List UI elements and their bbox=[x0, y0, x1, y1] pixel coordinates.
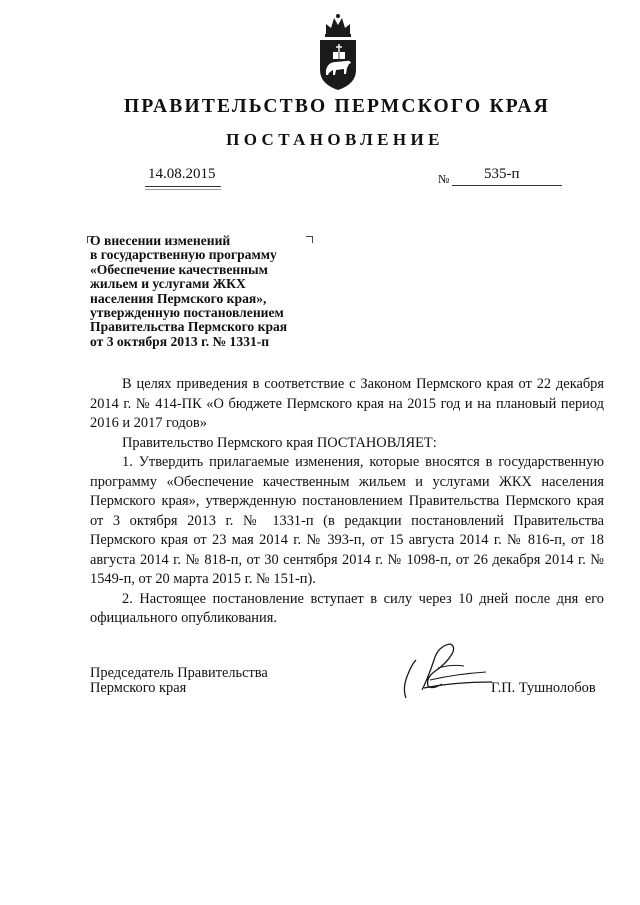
document-body bbox=[90, 375, 604, 629]
date-underline-2 bbox=[145, 189, 221, 190]
body-paragraph-item-2: 2. Настоящее постановление вступает в силу через 10 дней после дня его официального опубликования. bbox=[90, 590, 604, 626]
subject-line: жильем и услугами ЖКХ bbox=[90, 276, 246, 292]
body-paragraph-decree: Правительство Пермского края ПОСТАНОВЛЯЕТ: bbox=[122, 434, 437, 451]
subject-line: «Обеспечение качественным bbox=[90, 261, 268, 277]
subject-line: О внесении изменений bbox=[90, 233, 231, 248]
number-sign: № bbox=[438, 172, 450, 186]
subject-line: в государственную программу bbox=[90, 247, 277, 263]
document-date: 14.08.2015 bbox=[148, 166, 216, 182]
subject-line: населения Пермского края», bbox=[90, 290, 267, 306]
date-underline bbox=[145, 186, 221, 187]
position-line: Пермского края bbox=[90, 679, 187, 696]
position-line: Председатель Правительства bbox=[90, 665, 268, 681]
subject-line: утвержденную постановлением bbox=[90, 305, 284, 321]
subject-line: Правительства Пермского края bbox=[90, 319, 288, 335]
body-paragraph-preamble: В целях приведения в соответствие с Законом Пермского края от 22 декабря 2014 г. № 414-ПК «О бюджете Пермского края на 2015 год и на плановый период 2016 и 2017 годов» bbox=[90, 376, 604, 431]
signatory-position bbox=[90, 666, 268, 695]
document-subject bbox=[90, 234, 320, 349]
document-number: 535-п bbox=[484, 166, 520, 182]
subject-line: от 3 октября 2013 г. № 1331-п bbox=[90, 333, 270, 349]
organization-title: ПРАВИТЕЛЬСТВО ПЕРМСКОГО КРАЯ bbox=[124, 96, 550, 117]
signatory-name: Г.П. Тушнолобов bbox=[491, 680, 596, 696]
document-type: ПОСТАНОВЛЕНИЕ bbox=[226, 130, 444, 149]
body-paragraph-item-1: 1. Утвердить прилагаемые изменения, которые вносятся в государственную программу «Обеспечение качественным жильем и услугами ЖКХ населения Пермского края», утвержденную постановлением Правительства Пермского края от 3 октября 2013 г. № 1331-п (в редакции постановлений Правительства Пермского края от 23 мая 2014 г. № 393-п, от 15 августа 2014 г. № 816-п, от 18 августа 2014 г. № 818-п, от 30 сентября 2014 г. № 1098-п, от 26 декабря 2014 г. № 1549-п, от 20 марта 2015 г. № 151-п). bbox=[90, 454, 604, 587]
coat-of-arms-icon bbox=[316, 12, 360, 92]
handwritten-signature bbox=[394, 638, 504, 702]
number-underline bbox=[452, 185, 562, 186]
